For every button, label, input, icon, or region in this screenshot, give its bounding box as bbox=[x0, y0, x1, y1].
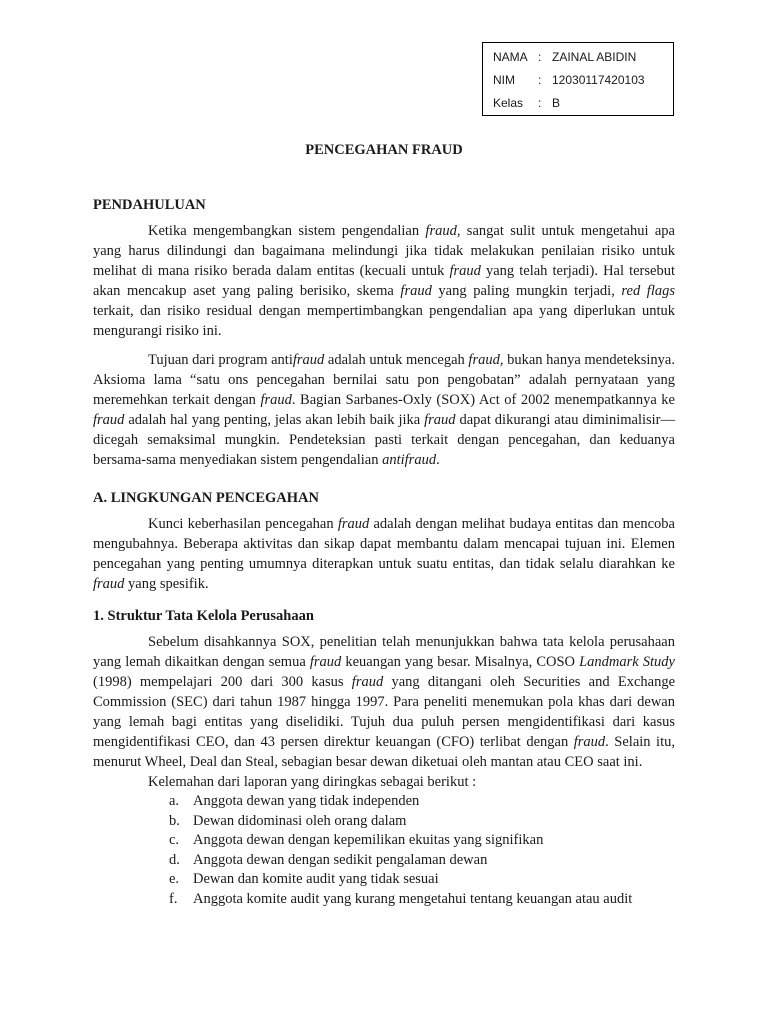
italic-term: Landmark Study bbox=[579, 654, 675, 670]
id-row-nim bbox=[493, 69, 673, 92]
list-item bbox=[169, 812, 675, 832]
italic-term: fraud bbox=[400, 283, 432, 299]
italic-term: fraud bbox=[424, 412, 456, 428]
list-marker: c. bbox=[169, 832, 180, 848]
list-marker: a. bbox=[169, 793, 180, 809]
list-item bbox=[169, 792, 675, 812]
id-colon: : bbox=[538, 73, 542, 87]
italic-term: fraud bbox=[260, 392, 292, 408]
list-marker: d. bbox=[169, 851, 180, 868]
section-a-paragraph: Kunci keberhasilan pencegahan fraud adalah dengan melihat budaya entitas dan mencoba mengubahnya. Beberapa aktivitas dan sikap dapat membantu dalam mencapai tujuan ini. Elemen pencegahan yang penting umumnya diterapkan untuk suatu entitas, dan tidak selalu diarahkan ke fraud yang spesifik. bbox=[93, 516, 675, 592]
list-item bbox=[169, 851, 675, 871]
list-item-text: Anggota dewan dengan sedikit pengalaman dewan bbox=[193, 851, 488, 868]
italic-term: fraud bbox=[573, 734, 606, 750]
id-label: NIM bbox=[493, 73, 515, 87]
student-id-box bbox=[482, 42, 674, 116]
italic-term: fraud bbox=[93, 576, 125, 592]
list-item-text: Dewan didominasi oleh orang dalam bbox=[193, 812, 407, 829]
list-item bbox=[169, 870, 675, 890]
heading-introduction: PENDAHULUAN bbox=[93, 197, 206, 213]
document-body bbox=[93, 195, 675, 909]
intro-paragraph-2: Tujuan dari program antifraud adalah untuk mencegah fraud, bukan hanya mendeteksinya. Aksioma lama “satu ons pencegahan bernilai satu pon pengobatan” adalah pernyataan yang meremehkan terkait dengan fraud. Bagian Sarbanes-Oxly (SOX) Act of 2002 menempatkannya ke fraud adalah hal yang penting, jelas akan lebih baik jika fraud dapat dikurangi atau diminimalisir—dicegah semaksimal mungkin. Pendeteksian pasti terkait dengan pencegahan, dan keduanya bersama-sama menyediakan sistem pengendalian antifraud. bbox=[93, 352, 676, 468]
italic-term: fraud bbox=[93, 412, 125, 428]
italic-term: red flags bbox=[621, 283, 675, 299]
list-item-text: Anggota komite audit yang kurang mengetahui tentang keuangan atau audit bbox=[193, 890, 633, 907]
list-item-text: Dewan dan komite audit yang tidak sesuai bbox=[193, 871, 439, 887]
id-value: B bbox=[552, 96, 561, 110]
subsection-1-paragraph: Sebelum disahkannya SOX, penelitian telah menunjukkan bahwa tata kelola perusahaan yang lemah dikaitkan dengan semua fraud keuangan yang besar. Misalnya, COSO Landmark Study (1998) mempelajari 200 dari 300 kasus fraud yang ditangani oleh Securities and Exchange Commission (SEC) dari tahun 1987 hingga 1997. Para peneliti menemukan pola khas dari dewan yang lemah bagi entitas yang diselidiki. Tujuh dua puluh persen mengidentifikasi dari kasus mengidentifikasi CEO, dan 43 persen direktur keuangan (CFO) terlibat dengan fraud. Selain itu, menurut Wheel, Deal dan Steal, sebagian besar dewan diketuai oleh mantan atau CEO saat ini. bbox=[93, 634, 676, 770]
list-item bbox=[169, 831, 675, 851]
id-value: 12030117420103 bbox=[552, 73, 645, 87]
italic-term: fraud bbox=[309, 654, 342, 670]
italic-term: fraud bbox=[337, 516, 370, 532]
heading-section-a: A. LINGKUNGAN PENCEGAHAN bbox=[93, 490, 319, 506]
italic-term: fraud bbox=[468, 352, 500, 368]
id-row-class bbox=[493, 92, 673, 115]
weakness-list bbox=[93, 792, 675, 909]
list-lead-text: Kelemahan dari laporan yang diringkas sebagai berikut : bbox=[148, 774, 477, 790]
list-marker: f. bbox=[169, 890, 178, 907]
list-item-text: Anggota dewan yang tidak independen bbox=[193, 793, 420, 809]
italic-term: fraud bbox=[292, 352, 325, 368]
id-colon: : bbox=[538, 96, 542, 110]
italic-term: fraud bbox=[425, 223, 457, 239]
intro-paragraph-1: Ketika mengembangkan sistem pengendalian fraud, sangat sulit untuk mengetahui apa yang harus dilindungi dan bagaimana melindungi jika tidak melakukan penilaian risiko untuk melihat di mana risiko berada dalam entitas (kecuali untuk fraud yang telah terjadi). Hal tersebut akan mencakup aset yang paling berisiko, skema fraud yang paling mungkin terjadi, red flags terkait, dan risiko residual dengan mempertimbangkan pengendalian apa yang diperlukan untuk mengurangi risiko ini. bbox=[93, 223, 675, 339]
list-marker: b. bbox=[169, 812, 180, 829]
id-row-name bbox=[493, 46, 673, 69]
id-label: Kelas bbox=[493, 96, 524, 110]
list-marker: e. bbox=[169, 871, 180, 887]
list-item bbox=[169, 890, 675, 910]
id-colon: : bbox=[538, 50, 542, 64]
list-item-text: Anggota dewan dengan kepemilikan ekuitas yang signifikan bbox=[193, 832, 544, 848]
id-label: NAMA bbox=[493, 50, 528, 64]
italic-term: antifraud bbox=[382, 452, 437, 468]
heading-subsection-1: 1. Struktur Tata Kelola Perusahaan bbox=[93, 608, 314, 624]
italic-term: fraud bbox=[449, 263, 481, 279]
italic-term: fraud bbox=[351, 674, 384, 690]
document-title: PENCEGAHAN FRAUD bbox=[305, 142, 463, 158]
id-value: ZAINAL ABIDIN bbox=[552, 50, 637, 64]
